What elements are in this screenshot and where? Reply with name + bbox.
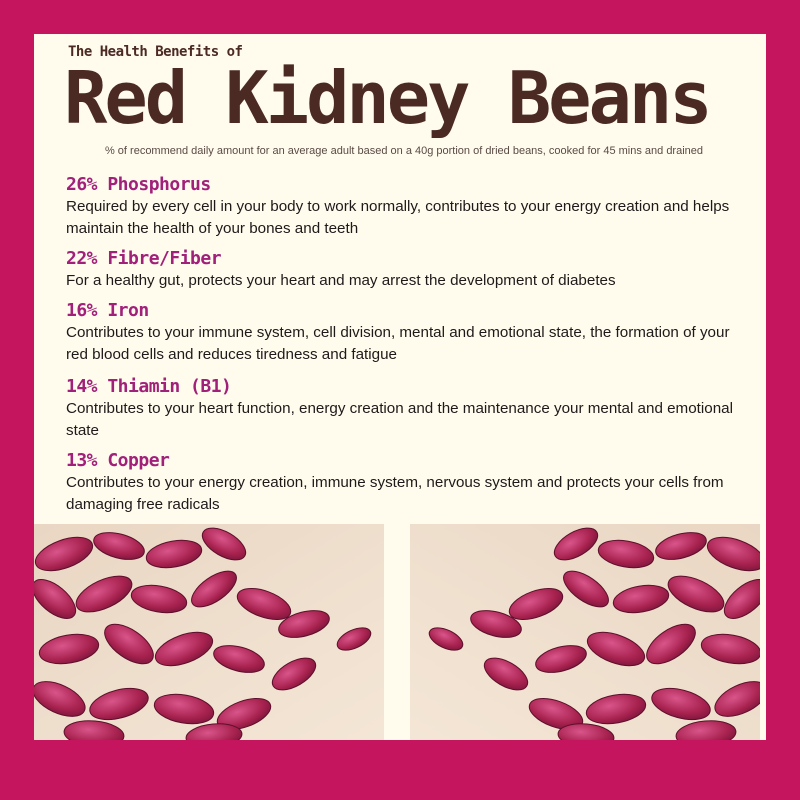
page-title: Red Kidney Beans [64,56,710,140]
beans-photo-right [410,524,760,740]
benefit-description: Contributes to your energy creation, immune system, nervous system and protects your cells from damaging free radicals [66,474,724,513]
benefit-description: Required by every cell in your body to work normally, contributes to your energy creation and helps maintain the health of your bones and teeth [66,198,730,237]
header-kicker: The Health Benefits of [68,44,243,60]
benefit-heading: 22% Fibre/Fiber [66,248,222,269]
benefit-description: Contributes to your heart function, energy creation and the maintenance your mental and emotional state [66,400,733,439]
benefit-copper [66,450,746,516]
header-subtitle: % of recommend daily amount for an average adult based on a 40g portion of dried beans, cooked for 45 mins and drained [104,145,704,157]
benefit-description: Contributes to your immune system, cell division, mental and emotional state, the formation of your red blood cells and reduces tiredness and fatigue [66,324,730,363]
benefit-iron [66,300,746,366]
benefit-heading: 14% Thiamin (B1) [66,376,232,397]
beans-photo-left [34,524,384,740]
benefit-description: For a healthy gut, protects your heart and may arrest the development of diabetes [66,272,616,289]
benefit-heading: 13% Copper [66,450,170,471]
benefit-phosphorus [66,174,746,240]
kidney-beans-image [410,524,760,740]
benefit-thiamin [66,376,746,442]
kidney-beans-image [34,524,384,740]
benefit-heading: 16% Iron [66,300,149,321]
infographic-panel [34,34,766,740]
benefit-fibre [66,248,746,292]
benefit-heading: 26% Phosphorus [66,174,211,195]
